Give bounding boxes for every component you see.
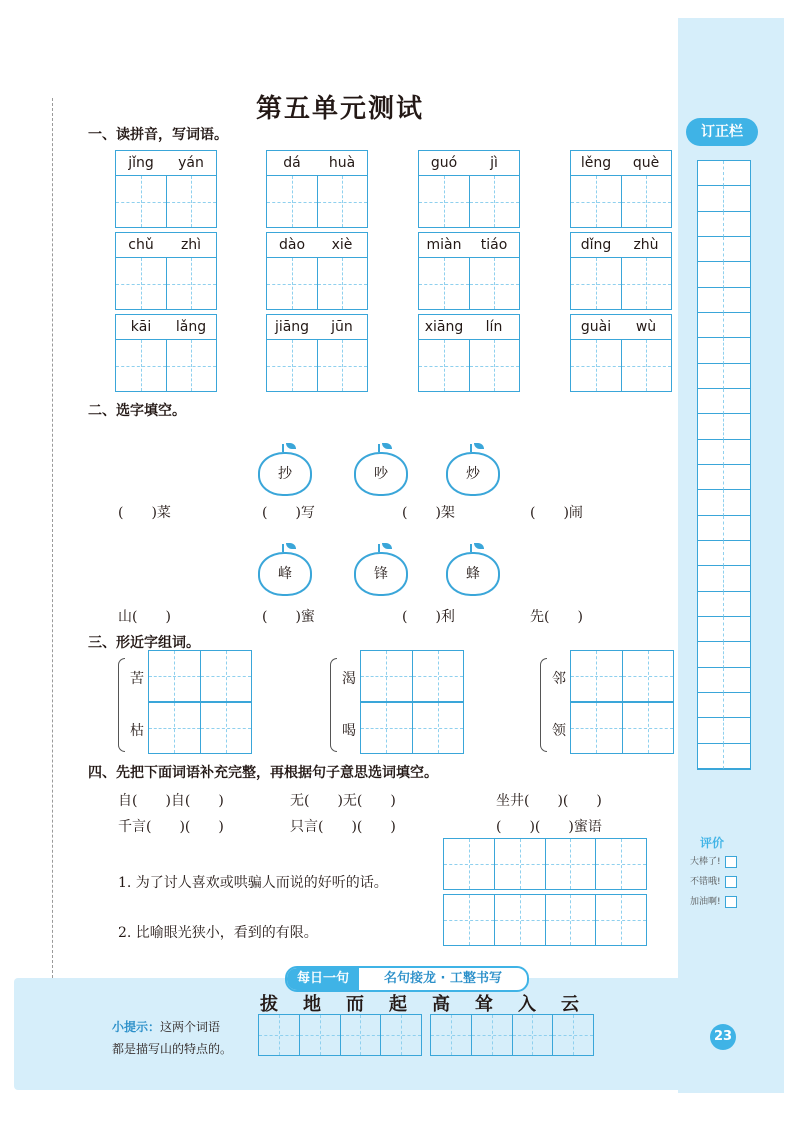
- pinyin-row: [571, 151, 671, 176]
- leaf-icon: [474, 443, 484, 449]
- daily-banner: [285, 966, 529, 992]
- pinyin-syllable: guó: [430, 155, 458, 171]
- correction-cell[interactable]: [698, 541, 724, 566]
- similar-char: 渴: [342, 671, 356, 687]
- pinyin-box[interactable]: [115, 150, 217, 228]
- pinyin-syllable: yán: [178, 155, 204, 171]
- word-grid[interactable]: [148, 650, 252, 702]
- correction-cell[interactable]: [698, 313, 724, 338]
- similar-char: 领: [552, 723, 566, 739]
- pinyin-row: [419, 151, 519, 176]
- word-grid[interactable]: [360, 702, 464, 754]
- correction-cell[interactable]: [698, 617, 724, 642]
- pinyin-box[interactable]: [266, 232, 368, 310]
- correction-cell[interactable]: [724, 490, 750, 515]
- rating-try[interactable]: 加油啊!: [690, 892, 762, 912]
- correction-cell[interactable]: [724, 617, 750, 642]
- pinyin-syllable: xiè: [331, 237, 353, 253]
- section-1-heading: 一、读拼音，写词语。: [88, 127, 228, 143]
- correction-badge: 订正栏: [686, 118, 758, 146]
- pinyin-syllable: zhù: [633, 237, 659, 253]
- correction-cell[interactable]: [698, 288, 724, 313]
- daily-char: 高: [432, 994, 450, 1015]
- idiom-1: 自( )自( ): [118, 793, 224, 809]
- apple-char: 锋: [354, 552, 408, 596]
- pinyin-row: [267, 151, 367, 176]
- correction-cell[interactable]: [724, 516, 750, 541]
- pinyin-syllable: tiáo: [480, 237, 508, 253]
- fill-blank[interactable]: ( )写: [262, 505, 315, 521]
- checkbox-icon[interactable]: [725, 876, 737, 888]
- correction-cell[interactable]: [698, 237, 724, 262]
- correction-cell[interactable]: [724, 440, 750, 465]
- correction-cell[interactable]: [698, 566, 724, 591]
- word-grid[interactable]: [570, 702, 674, 754]
- correction-cell[interactable]: [724, 414, 750, 439]
- correction-cell[interactable]: [698, 490, 724, 515]
- rating-great[interactable]: 大棒了!: [690, 852, 762, 872]
- apple-char: 抄: [258, 452, 312, 496]
- correction-cell[interactable]: [724, 313, 750, 338]
- apple-2-0: [258, 544, 312, 596]
- checkbox-icon[interactable]: [725, 856, 737, 868]
- daily-grid-1[interactable]: [258, 1014, 422, 1056]
- pinyin-row: [419, 315, 519, 340]
- pinyin-row: [571, 233, 671, 258]
- correction-cell[interactable]: [724, 718, 750, 743]
- fill-blank[interactable]: ( )蜜: [262, 609, 315, 625]
- fill-blank[interactable]: 山( ): [118, 609, 171, 625]
- pinyin-row: [116, 151, 216, 176]
- pinyin-row: [267, 315, 367, 340]
- apple-2-2: [446, 544, 500, 596]
- correction-cell[interactable]: [724, 465, 750, 490]
- question-1: 1. 为了讨人喜欢或哄骗人而说的好听的话。: [118, 875, 388, 891]
- hint-line-1: 小提示：这两个词语: [112, 1020, 221, 1034]
- apple-1-1: [354, 444, 408, 496]
- answer-grid-1[interactable]: [443, 838, 647, 890]
- correction-cell[interactable]: [724, 186, 750, 211]
- correction-cell[interactable]: [698, 338, 724, 363]
- correction-cell[interactable]: [724, 566, 750, 591]
- rating-box: [690, 852, 762, 940]
- apple-1-2: [446, 444, 500, 496]
- leaf-icon: [382, 543, 392, 549]
- similar-char: 苦: [130, 671, 144, 687]
- pinyin-box[interactable]: [570, 314, 672, 392]
- correction-cell[interactable]: [724, 288, 750, 313]
- correction-cell[interactable]: [698, 668, 724, 693]
- leaf-icon: [382, 443, 392, 449]
- pinyin-syllable: dá: [283, 155, 301, 171]
- daily-char: 而: [346, 994, 364, 1015]
- pinyin-box[interactable]: [266, 314, 368, 392]
- daily-char: 起: [389, 994, 407, 1015]
- correction-cell[interactable]: [698, 414, 724, 439]
- correction-cell[interactable]: [698, 516, 724, 541]
- pinyin-row: [571, 315, 671, 340]
- fill-blank[interactable]: ( )利: [402, 609, 455, 625]
- apple-char: 炒: [446, 452, 500, 496]
- leaf-icon: [286, 543, 296, 549]
- fill-blank[interactable]: ( )菜: [118, 505, 171, 521]
- pinyin-syllable: dǐng: [580, 237, 612, 253]
- answer-grid-2[interactable]: [443, 894, 647, 946]
- apple-char: 吵: [354, 452, 408, 496]
- pinyin-box[interactable]: [115, 232, 217, 310]
- correction-cell[interactable]: [698, 465, 724, 490]
- pinyin-syllable: lěng: [580, 155, 612, 171]
- pinyin-syllable: chǔ: [128, 237, 154, 253]
- correction-grid[interactable]: [697, 160, 751, 770]
- daily-char: 入: [518, 994, 536, 1015]
- correction-cell[interactable]: [724, 161, 750, 186]
- page-title: 第五单元测试: [255, 94, 424, 124]
- daily-char: 耸: [475, 994, 493, 1015]
- similar-char: 枯: [130, 723, 144, 739]
- correction-cell[interactable]: [698, 262, 724, 287]
- correction-cell[interactable]: [724, 668, 750, 693]
- pinyin-syllable: kāi: [130, 319, 152, 335]
- daily-char: 拔: [260, 994, 278, 1015]
- correction-cell[interactable]: [724, 212, 750, 237]
- pinyin-syllable: guài: [580, 319, 612, 335]
- pinyin-syllable: huà: [328, 155, 356, 171]
- pinyin-box[interactable]: [266, 150, 368, 228]
- checkbox-icon[interactable]: [725, 896, 737, 908]
- idiom-2: 无( )无( ): [290, 793, 396, 809]
- correction-cell[interactable]: [724, 541, 750, 566]
- pinyin-syllable: jūn: [331, 319, 353, 335]
- correction-cell[interactable]: [698, 592, 724, 617]
- pinyin-box[interactable]: [418, 232, 520, 310]
- idiom-5: 只言( )( ): [290, 819, 396, 835]
- correction-cell[interactable]: [698, 718, 724, 743]
- idiom-6: ( )( )蜜语: [496, 819, 602, 835]
- correction-cell[interactable]: [724, 338, 750, 363]
- apple-char: 峰: [258, 552, 312, 596]
- correction-cell[interactable]: [724, 389, 750, 414]
- daily-grid-2[interactable]: [430, 1014, 594, 1056]
- page-number: 23: [710, 1024, 736, 1050]
- apple-1-0: [258, 444, 312, 496]
- apple-char: 蜂: [446, 552, 500, 596]
- section-2-heading: 二、选字填空。: [88, 403, 186, 419]
- correction-cell[interactable]: [698, 693, 724, 718]
- pinyin-syllable: lǎng: [175, 319, 207, 335]
- fill-blank[interactable]: ( )闹: [530, 505, 583, 521]
- correction-cell[interactable]: [724, 592, 750, 617]
- pinyin-syllable: jǐng: [128, 155, 154, 171]
- correction-cell[interactable]: [698, 744, 724, 769]
- pinyin-row: [419, 233, 519, 258]
- daily-label: 每日一句: [287, 968, 359, 990]
- word-grid[interactable]: [360, 650, 464, 702]
- pinyin-row: [116, 315, 216, 340]
- pinyin-syllable: miàn: [426, 237, 462, 253]
- section-4-heading: 四、先把下面词语补充完整，再根据句子意思选词填空。: [88, 765, 438, 781]
- brace-icon: [330, 658, 337, 752]
- similar-char: 邻: [552, 671, 566, 687]
- daily-subtitle: 名句接龙 · 工整书写: [384, 971, 502, 986]
- correction-cell[interactable]: [698, 212, 724, 237]
- leaf-icon: [474, 543, 484, 549]
- word-grid[interactable]: [570, 650, 674, 702]
- similar-char: 喝: [342, 723, 356, 739]
- pinyin-row: [267, 233, 367, 258]
- pinyin-row: [116, 233, 216, 258]
- section-3-heading: 三、形近字组词。: [88, 635, 200, 651]
- pinyin-syllable: jì: [490, 155, 498, 171]
- pinyin-box[interactable]: [570, 232, 672, 310]
- pinyin-syllable: dào: [278, 237, 306, 253]
- brace-icon: [118, 658, 125, 752]
- fill-blank[interactable]: 先( ): [530, 609, 583, 625]
- fill-blank[interactable]: ( )架: [402, 505, 455, 521]
- leaf-icon: [286, 443, 296, 449]
- hint-line-2: 都是描写山的特点的。: [112, 1042, 233, 1056]
- correction-cell[interactable]: [724, 744, 750, 769]
- correction-cell[interactable]: [724, 262, 750, 287]
- rating-good[interactable]: 不错哦!: [690, 872, 762, 892]
- idiom-4: 千言( )( ): [118, 819, 224, 835]
- pinyin-box[interactable]: [570, 150, 672, 228]
- correction-cell[interactable]: [724, 693, 750, 718]
- correction-cell[interactable]: [724, 237, 750, 262]
- hint-label: 小提示：: [112, 1020, 161, 1034]
- pinyin-box[interactable]: [115, 314, 217, 392]
- correction-cell[interactable]: [698, 642, 724, 667]
- correction-cell[interactable]: [698, 161, 724, 186]
- daily-char: 地: [303, 994, 321, 1015]
- correction-cell[interactable]: [724, 642, 750, 667]
- question-2: 2. 比喻眼光狭小，看到的有限。: [118, 925, 318, 941]
- correction-cell[interactable]: [698, 389, 724, 414]
- pinyin-syllable: què: [632, 155, 660, 171]
- brace-icon: [540, 658, 547, 752]
- pinyin-box[interactable]: [418, 150, 520, 228]
- apple-2-1: [354, 544, 408, 596]
- pinyin-syllable: jiāng: [274, 319, 310, 335]
- word-grid[interactable]: [148, 702, 252, 754]
- pinyin-syllable: wù: [635, 319, 657, 335]
- correction-cell[interactable]: [698, 364, 724, 389]
- correction-cell[interactable]: [698, 440, 724, 465]
- cut-line: [52, 98, 53, 978]
- rating-title: 评价: [700, 836, 725, 850]
- idiom-3: 坐井( )( ): [496, 793, 602, 809]
- pinyin-syllable: xiāng: [424, 319, 464, 335]
- daily-char: 云: [561, 994, 579, 1015]
- correction-cell[interactable]: [724, 364, 750, 389]
- pinyin-syllable: zhì: [180, 237, 202, 253]
- pinyin-box[interactable]: [418, 314, 520, 392]
- correction-cell[interactable]: [698, 186, 724, 211]
- pinyin-syllable: lín: [485, 319, 503, 335]
